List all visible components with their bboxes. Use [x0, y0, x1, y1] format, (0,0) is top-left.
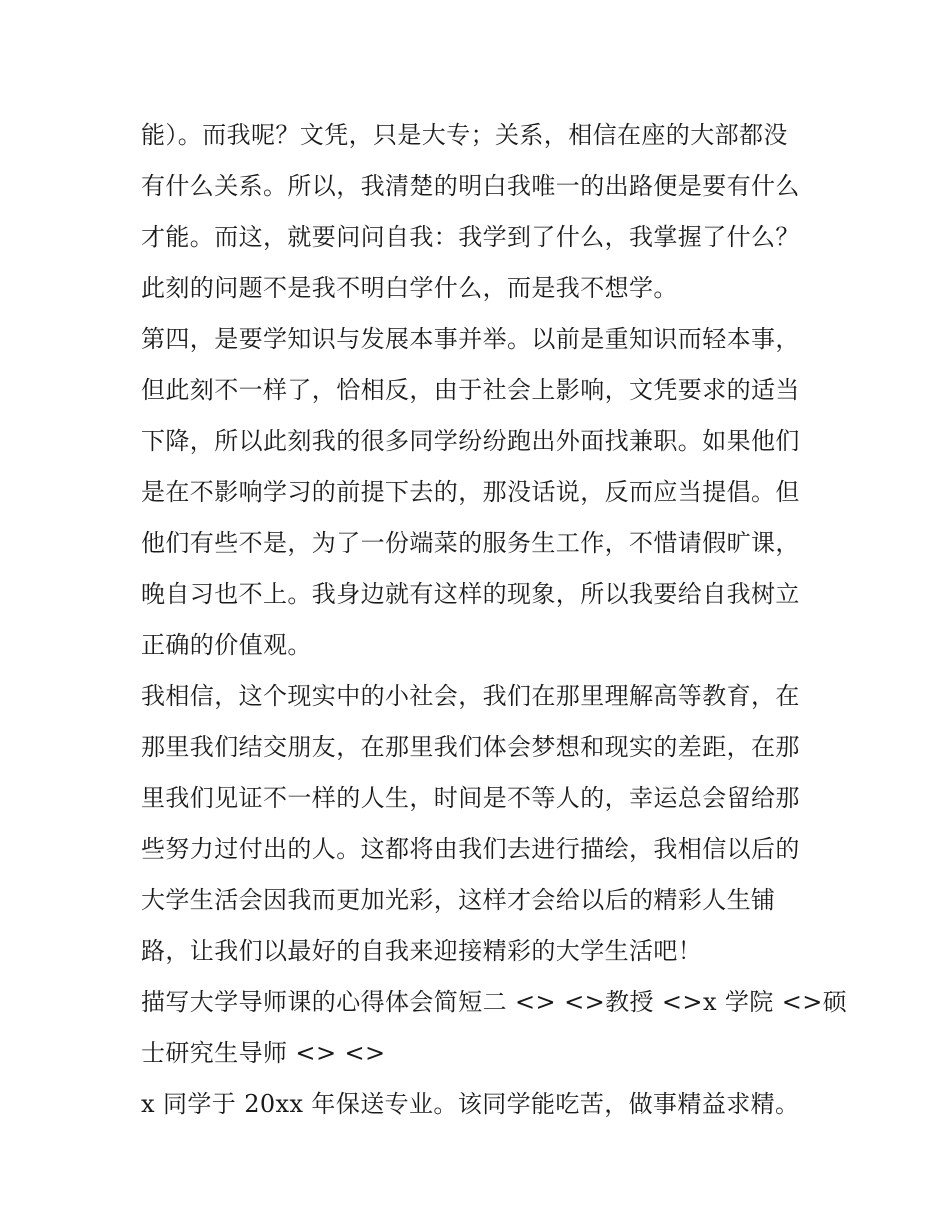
text-line: 有什么关系。所以，我清楚的明白我唯一的出路便是要有什么 — [141, 172, 800, 200]
text-line: 些努力过付出的人。这都将由我们去进行描绘，我相信以后的 — [141, 835, 800, 863]
text-line: 大学生活会因我而更加光彩，这样才会给以后的精彩人生铺 — [141, 886, 776, 914]
text-line: 我相信，这个现实中的小社会，我们在那里理解高等教育，在 — [141, 682, 800, 710]
section-heading-line: 描写大学导师课的心得体会简短二 <> <>教授 <>x 学院 <>硕 — [141, 988, 848, 1016]
text-line: 正确的价值观。 — [141, 631, 312, 659]
document-body — [141, 110, 848, 1130]
text-line: 第四，是要学知识与发展本事并举。以前是重知识而轻本事， — [141, 325, 800, 353]
text-line: 那里我们结交朋友，在那里我们体会梦想和现实的差距，在那 — [141, 733, 800, 761]
text-line: 下降，所以此刻我的很多同学纷纷跑出外面找兼职。如果他们 — [141, 427, 800, 455]
text-line: 晚自习也不上。我身边就有这样的现象，所以我要给自我树立 — [141, 580, 800, 608]
text-line: 但此刻不一样了，恰相反，由于社会上影响，文凭要求的适当 — [141, 376, 800, 404]
text-line: 能）。而我呢？文凭，只是大专；关系，相信在座的大部都没 — [141, 121, 788, 149]
section-heading-line: 士研究生导师 <> <> — [141, 1039, 386, 1067]
text-line: 路，让我们以最好的自我来迎接精彩的大学生活吧！ — [141, 937, 703, 965]
text-line: 才能。而这，就要问问自我：我学到了什么，我掌握了什么？ — [141, 223, 800, 251]
text-line: 此刻的问题不是我不明白学什么，而是我不想学。 — [141, 274, 678, 302]
text-line: 他们有些不是，为了一份端菜的服务生工作，不惜请假旷课， — [141, 529, 800, 557]
text-line: 里我们见证不一样的人生，时间是不等人的，幸运总会留给那 — [141, 784, 800, 812]
text-line: x 同学于 20xx 年保送专业。该同学能吃苦，做事精益求精。 — [141, 1090, 800, 1118]
text-line: 是在不影响学习的前提下去的，那没话说，反而应当提倡。但 — [141, 478, 800, 506]
